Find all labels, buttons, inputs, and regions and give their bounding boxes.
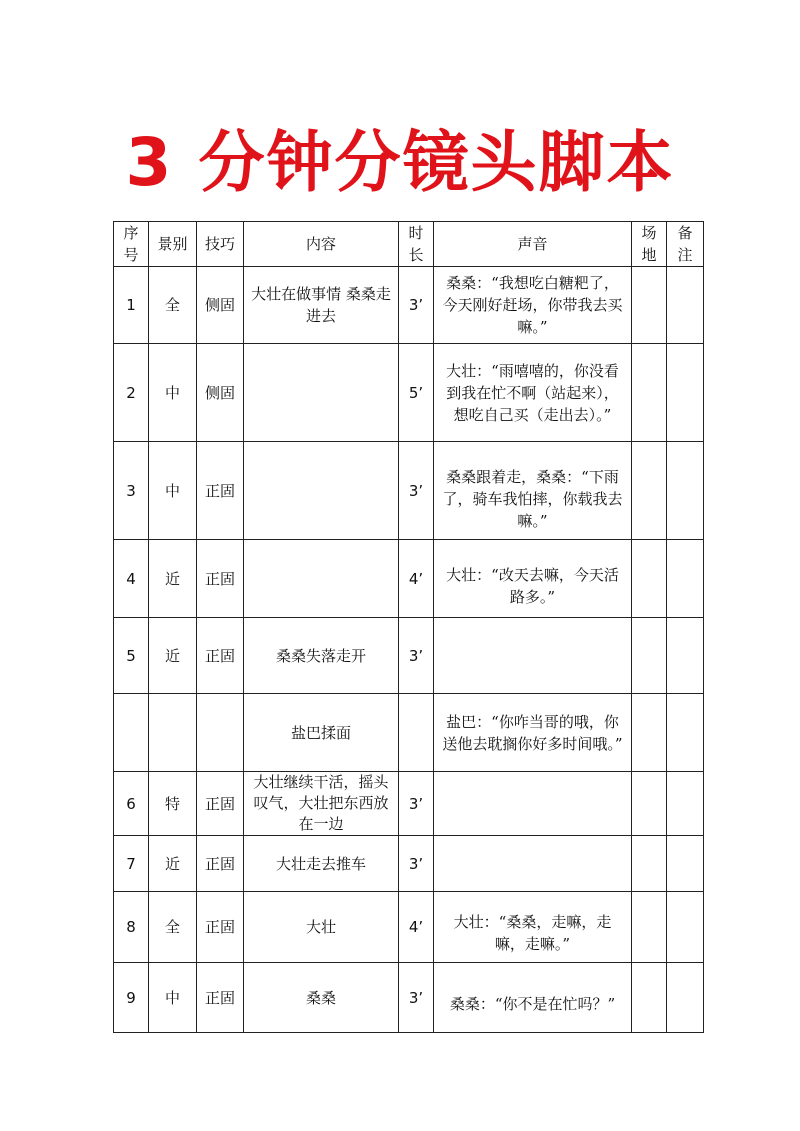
col-header-content: 内容 xyxy=(244,222,399,267)
cell-sound: 大壮：“桑桑，走嘛，走嘛，走嘛。” xyxy=(434,892,632,963)
cell-tech: 侧固 xyxy=(197,267,244,344)
cell-seq: 8 xyxy=(114,892,149,963)
cell-shot: 特 xyxy=(149,772,197,836)
cell-note xyxy=(667,836,704,892)
col-header-tech: 技巧 xyxy=(197,222,244,267)
cell-duration: 3’ xyxy=(399,836,434,892)
cell-seq: 4 xyxy=(114,540,149,618)
cell-shot: 近 xyxy=(149,540,197,618)
table-row xyxy=(114,892,704,963)
cell-content: 大壮 xyxy=(244,892,399,963)
cell-venue xyxy=(632,442,667,540)
cell-tech: 正固 xyxy=(197,963,244,1033)
table-row xyxy=(114,963,704,1033)
table-header-row xyxy=(114,222,704,267)
cell-shot: 中 xyxy=(149,963,197,1033)
cell-note xyxy=(667,892,704,963)
table-row xyxy=(114,442,704,540)
cell-venue xyxy=(632,344,667,442)
cell-venue xyxy=(632,836,667,892)
cell-venue xyxy=(632,892,667,963)
table-row xyxy=(114,540,704,618)
cell-duration: 3’ xyxy=(399,618,434,694)
cell-content xyxy=(244,442,399,540)
table-row xyxy=(114,836,704,892)
cell-tech: 侧固 xyxy=(197,344,244,442)
cell-sound xyxy=(434,618,632,694)
cell-sound xyxy=(434,836,632,892)
cell-shot: 中 xyxy=(149,442,197,540)
cell-tech: 正固 xyxy=(197,892,244,963)
cell-seq: 7 xyxy=(114,836,149,892)
cell-duration: 3’ xyxy=(399,963,434,1033)
cell-content: 大壮在做事情 桑桑走进去 xyxy=(244,267,399,344)
cell-seq xyxy=(114,694,149,772)
cell-seq: 9 xyxy=(114,963,149,1033)
cell-sound xyxy=(434,772,632,836)
cell-seq: 2 xyxy=(114,344,149,442)
cell-note xyxy=(667,267,704,344)
cell-shot: 全 xyxy=(149,267,197,344)
cell-tech: 正固 xyxy=(197,772,244,836)
cell-duration: 3’ xyxy=(399,442,434,540)
table-row xyxy=(114,772,704,836)
col-header-seq: 序号 xyxy=(114,222,149,267)
cell-duration: 4’ xyxy=(399,892,434,963)
cell-venue xyxy=(632,540,667,618)
table-row xyxy=(114,618,704,694)
cell-content: 桑桑失落走开 xyxy=(244,618,399,694)
cell-content: 大壮继续干活，摇头叹气，大壮把东西放在一边 xyxy=(244,772,399,836)
cell-note xyxy=(667,442,704,540)
cell-sound: 桑桑：“你不是在忙吗？” xyxy=(434,963,632,1033)
cell-venue xyxy=(632,694,667,772)
cell-sound: 桑桑跟着走，桑桑：“下雨了，骑车我怕摔，你载我去嘛。” xyxy=(434,442,632,540)
col-header-duration: 时长 xyxy=(399,222,434,267)
cell-shot: 全 xyxy=(149,892,197,963)
cell-note xyxy=(667,694,704,772)
cell-shot: 中 xyxy=(149,344,197,442)
cell-duration: 3’ xyxy=(399,772,434,836)
cell-shot: 近 xyxy=(149,836,197,892)
cell-venue xyxy=(632,963,667,1033)
cell-tech: 正固 xyxy=(197,442,244,540)
page-title: 3 分钟分镜头脚本 xyxy=(125,124,675,201)
cell-note xyxy=(667,963,704,1033)
col-header-venue: 场地 xyxy=(632,222,667,267)
cell-duration: 3’ xyxy=(399,267,434,344)
cell-seq: 6 xyxy=(114,772,149,836)
col-header-sound: 声音 xyxy=(434,222,632,267)
cell-note xyxy=(667,772,704,836)
cell-content xyxy=(244,344,399,442)
cell-shot: 近 xyxy=(149,618,197,694)
cell-venue xyxy=(632,618,667,694)
cell-tech: 正固 xyxy=(197,836,244,892)
table-row xyxy=(114,267,704,344)
cell-sound: 盐巴：“你咋当哥的哦，你送他去耽搁你好多时间哦。” xyxy=(434,694,632,772)
cell-tech xyxy=(197,694,244,772)
cell-content: 盐巴揉面 xyxy=(244,694,399,772)
table-row xyxy=(114,694,704,772)
cell-note xyxy=(667,618,704,694)
cell-sound: 桑桑：“我想吃白糖粑了，今天刚好赶场，你带我去买嘛。” xyxy=(434,267,632,344)
cell-tech: 正固 xyxy=(197,540,244,618)
cell-note xyxy=(667,344,704,442)
cell-duration xyxy=(399,694,434,772)
cell-venue xyxy=(632,772,667,836)
cell-content: 桑桑 xyxy=(244,963,399,1033)
cell-duration: 5’ xyxy=(399,344,434,442)
col-header-shot: 景别 xyxy=(149,222,197,267)
cell-seq: 1 xyxy=(114,267,149,344)
col-header-note: 备注 xyxy=(667,222,704,267)
cell-venue xyxy=(632,267,667,344)
cell-shot xyxy=(149,694,197,772)
storyboard-table xyxy=(113,221,704,1033)
cell-seq: 5 xyxy=(114,618,149,694)
cell-duration: 4’ xyxy=(399,540,434,618)
cell-sound: 大壮：“改天去嘛，今天活路多。” xyxy=(434,540,632,618)
cell-content: 大壮走去推车 xyxy=(244,836,399,892)
cell-tech: 正固 xyxy=(197,618,244,694)
cell-sound: 大壮：“雨嘻嘻的，你没看到我在忙不啊（站起来），想吃自己买（走出去）。” xyxy=(434,344,632,442)
table-row xyxy=(114,344,704,442)
cell-content xyxy=(244,540,399,618)
cell-note xyxy=(667,540,704,618)
cell-seq: 3 xyxy=(114,442,149,540)
